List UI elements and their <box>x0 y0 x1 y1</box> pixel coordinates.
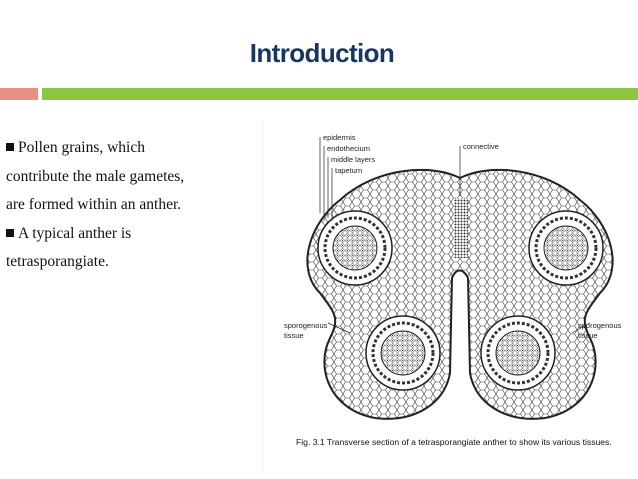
label-tapetum: tapetum <box>335 166 363 175</box>
text-line-4 <box>6 220 256 249</box>
sporangium-top-right <box>529 211 603 285</box>
label-sporogenous-right: sporogenous <box>578 321 622 330</box>
accent-bar-right <box>42 88 638 100</box>
bullet-text: A typical anther is <box>18 224 132 242</box>
bullet-text-block <box>6 134 256 277</box>
text-line-1 <box>6 134 256 163</box>
slide-title: Introduction <box>249 38 395 68</box>
bullet-square-icon <box>6 229 14 237</box>
bullet-text: tetrasporangiate. <box>6 253 109 270</box>
label-sporogenous-left: sporogenous <box>284 321 328 330</box>
text-line-5 <box>6 248 256 277</box>
bullet-text: contribute the male gametes, <box>6 167 185 185</box>
text-line-2 <box>6 163 256 192</box>
figure-caption: Fig. 3.1 Transverse section of a tetrasporangiate anther to show its various tissues. <box>296 437 612 447</box>
sporangium-bottom-right <box>481 316 555 390</box>
text-line-3 <box>6 191 256 220</box>
label-tissue-left: tissue <box>284 331 304 340</box>
label-middle-layers: middle layers <box>331 155 376 164</box>
bullet-text: Pollen grains, which <box>18 139 145 156</box>
sporangium-bottom-left <box>366 316 440 390</box>
label-epidermis: epidermis <box>323 133 356 142</box>
anther-cross-section-figure <box>280 118 638 479</box>
label-tissue-right: tissue <box>578 331 598 340</box>
label-endothecium: endothecium <box>327 144 370 153</box>
label-connective: connective <box>463 142 499 151</box>
connective-tissue <box>454 198 468 258</box>
bullet-square-icon <box>6 143 14 151</box>
bullet-text: are formed within an anther. <box>6 196 182 213</box>
accent-bar-left <box>0 88 38 100</box>
vertical-divider <box>262 120 263 475</box>
sporangium-top-left <box>318 211 392 285</box>
